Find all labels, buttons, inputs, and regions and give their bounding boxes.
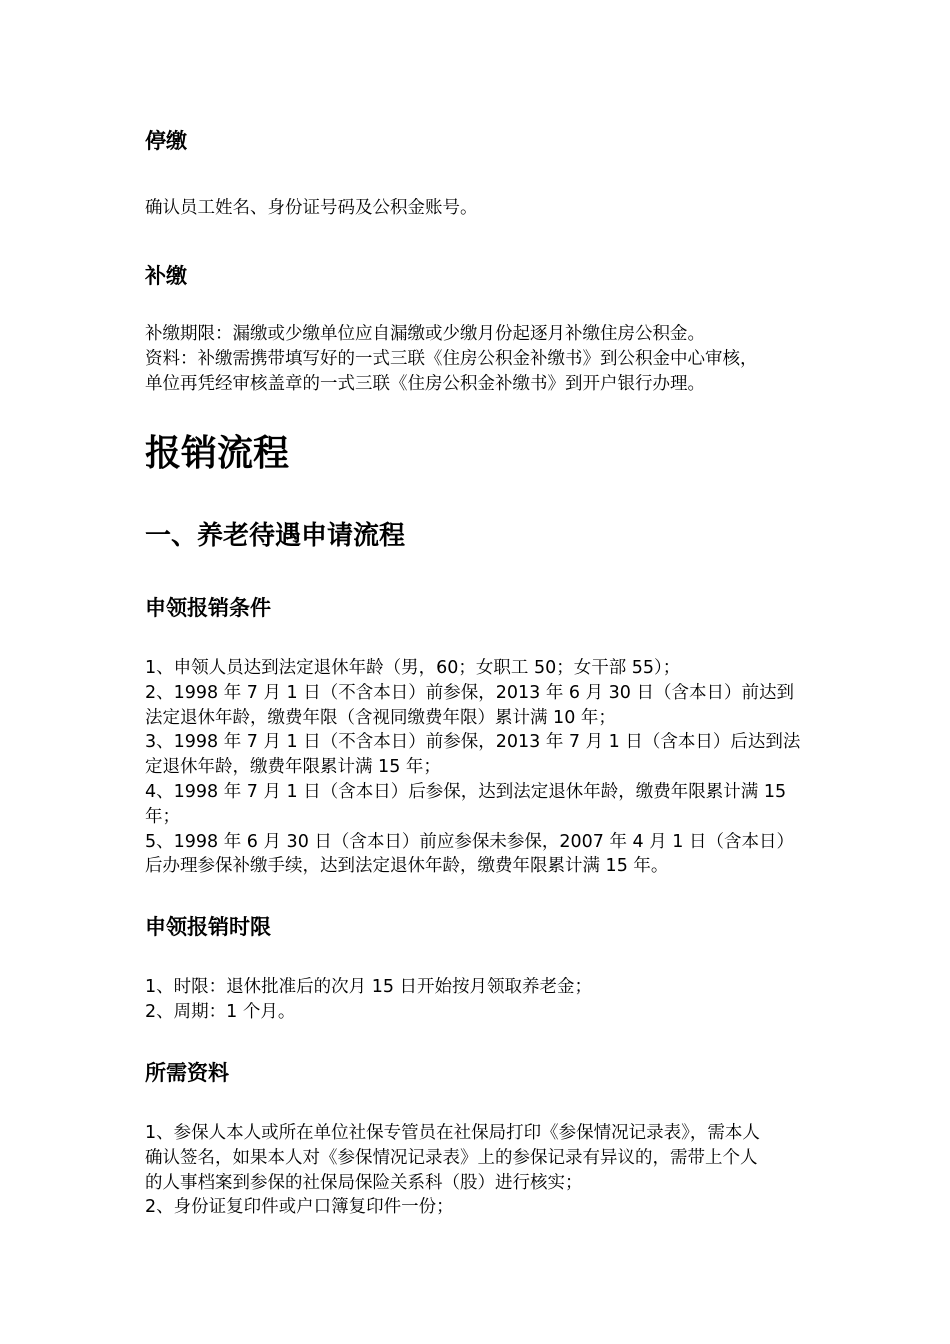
paragraph-line: 确认签名，如果本人对《参保情况记录表》上的参保记录有异议的，需带上个人	[145, 1147, 758, 1168]
section-title-time-limit: 申领报销时限	[145, 915, 271, 939]
paragraph-line: 1、申领人员达到法定退休年龄（男，60；女职工 50；女干部 55）；	[145, 658, 681, 678]
paragraph-line: 3、1998 年 7 月 1 日（不含本日）前参保，2013 年 7 月 1 日（含本日）后达到法	[145, 732, 801, 753]
section-body-conditions	[145, 656, 815, 879]
paragraph-line: 的人事档案到参保的社保局保险关系科（股）进行核实；	[145, 1172, 583, 1193]
subtitle: 一、养老待遇申请流程	[145, 521, 406, 551]
paragraph-line: 5、1998 年 6 月 30 日（含本日）前应参保未参保，2007 年 4 月 1 日（含本日）	[145, 831, 795, 852]
main-title: 报销流程	[145, 433, 290, 474]
paragraph-line: 2、身份证复印件或户口簿复印件一份；	[145, 1197, 454, 1218]
section-title-materials: 所需资料	[145, 1061, 229, 1085]
paragraph-line: 1、参保人本人或所在单位社保专管员在社保局打印《参保情况记录表》，需本人	[145, 1123, 760, 1143]
paragraph-line: 单位再凭经审核盖章的一式三联《住房公积金补缴书》到开户银行办理。	[145, 373, 705, 394]
section-body-time-limit	[145, 975, 815, 1025]
paragraph-line: 确认员工姓名、身份证号码及公积金账号。	[145, 198, 478, 218]
paragraph-line: 1、时限：退休批准后的次月 15 日开始按月领取养老金；	[145, 977, 593, 997]
section-title-conditions: 申领报销条件	[145, 596, 271, 620]
paragraph-line: 2、周期：1 个月。	[145, 1001, 296, 1022]
paragraph-line: 年；	[145, 806, 180, 827]
paragraph-line: 4、1998 年 7 月 1 日（含本日）后参保，达到法定退休年龄，缴费年限累计满 15	[145, 781, 787, 802]
section-body-stop	[145, 196, 815, 221]
paragraph-line: 法定退休年龄，缴费年限（含视同缴费年限）累计满 10 年；	[145, 707, 616, 728]
paragraph-line: 2、1998 年 7 月 1 日（不含本日）前参保，2013 年 6 月 30 日（含本日）前达到	[145, 682, 795, 703]
section-title-supplement: 补缴	[145, 264, 187, 288]
paragraph-line: 补缴期限：漏缴或少缴单位应自漏缴或少缴月份起逐月补缴住房公积金。	[145, 324, 705, 344]
paragraph-line: 后办理参保补缴手续，达到法定退休年龄，缴费年限累计满 15 年。	[145, 856, 669, 877]
section-body-materials	[145, 1121, 815, 1220]
section-body-supplement	[145, 322, 815, 396]
paragraph-line: 资料：补缴需携带填写好的一式三联《住房公积金补缴书》到公积金中心审核，	[145, 348, 758, 369]
paragraph-line: 定退休年龄，缴费年限累计满 15 年；	[145, 757, 441, 778]
section-title-stop: 停缴	[145, 129, 187, 153]
